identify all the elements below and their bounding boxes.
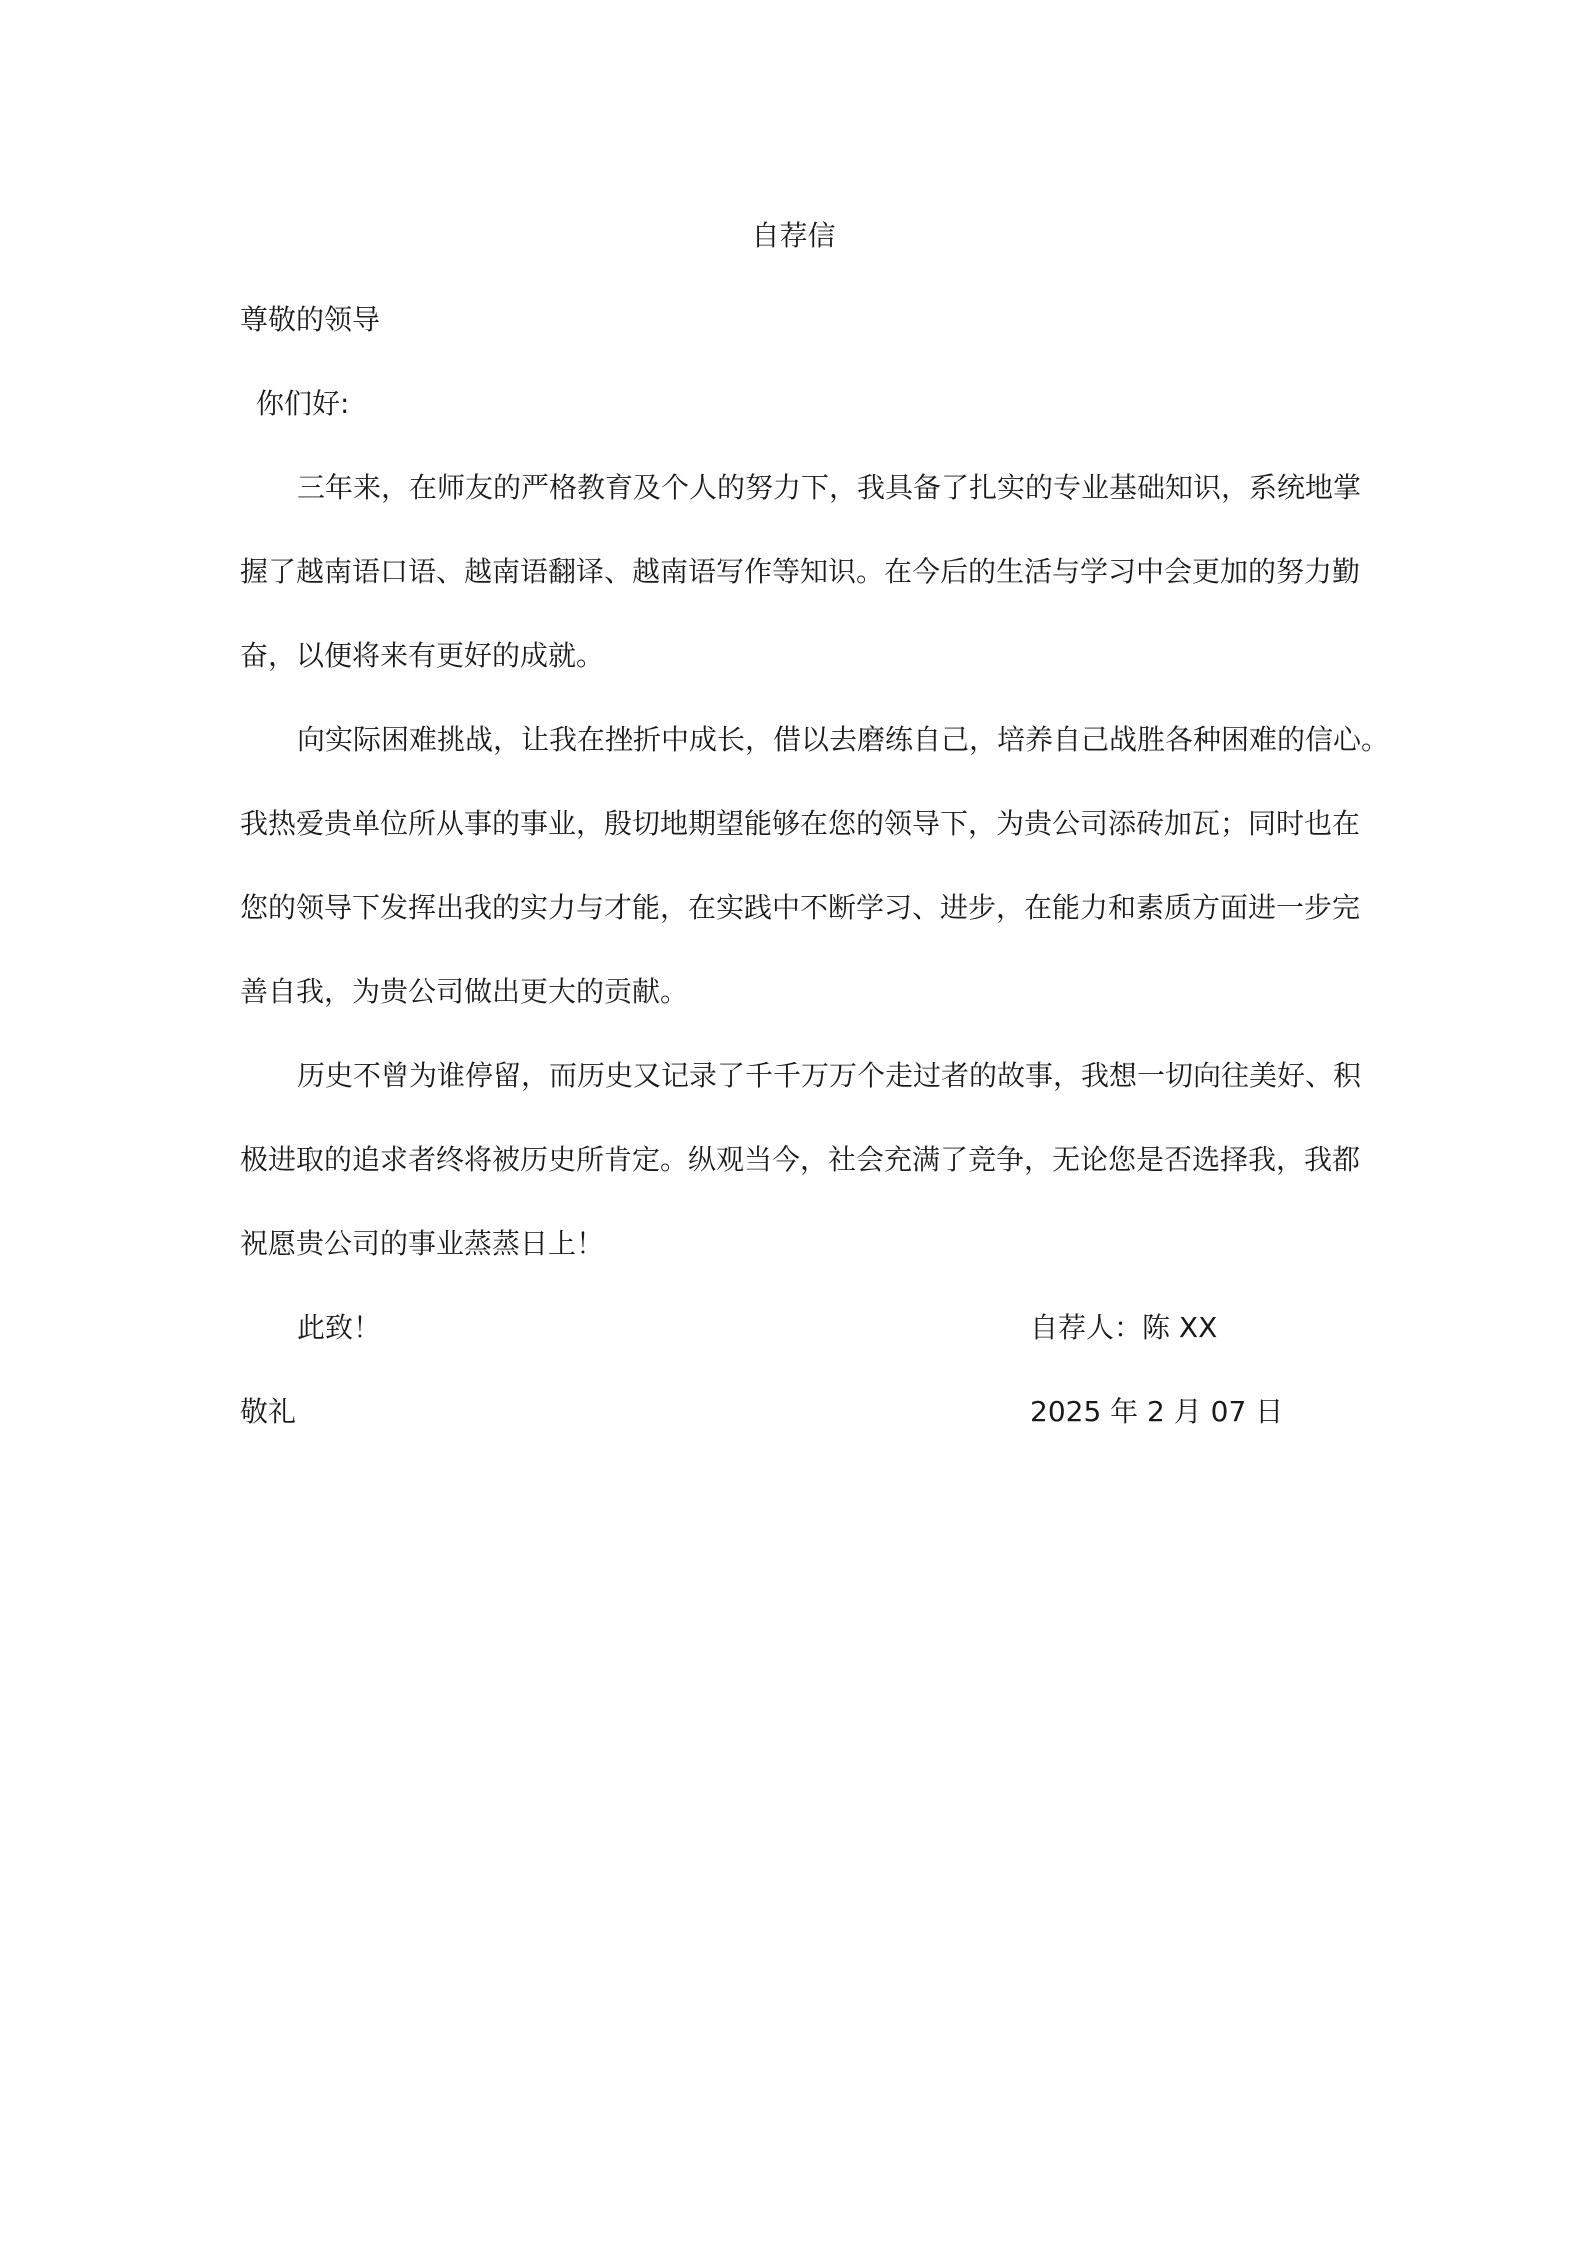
paragraph-line: 握了越南语口语、越南语翻译、越南语写作等知识。在今后的生活与学习中会更加的努力勤 [240, 555, 1361, 588]
letter-title: 自荐信 [751, 219, 836, 252]
paragraph-line: 祝愿贵公司的事业蒸蒸日上！ [240, 1227, 605, 1260]
paragraph-line: 您的领导下发挥出我的实力与才能，在实践中不断学习、进步，在能力和素质方面进一步完 [240, 891, 1361, 924]
letter-date: 2025 年 2 月 07 日 [1030, 1395, 1284, 1428]
paragraph-line: 三年来，在师友的严格教育及个人的努力下，我具备了扎实的专业基础知识，系统地掌 [297, 471, 1362, 504]
paragraph-line: 我热爱贵单位所从事的事业，殷切地期望能够在您的领导下，为贵公司添砖加瓦；同时也在 [240, 807, 1361, 840]
paragraph-line: 极进取的追求者终将被历史所肯定。纵观当今，社会充满了竞争，无论您是否选择我，我都 [240, 1143, 1361, 1176]
salutation: 尊敬的领导 [240, 303, 381, 336]
paragraph-line: 奋，以便将来有更好的成就。 [240, 639, 605, 672]
paragraph-line: 向实际困难挑战，让我在挫折中成长，借以去磨练自己，培养自己战胜各种困难的信心。 [297, 723, 1390, 756]
paragraph-line: 善自我，为贵公司做出更大的贡献。 [240, 975, 689, 1008]
signature: 自荐人：陈 XX [1030, 1311, 1218, 1344]
regards: 敬礼 [240, 1395, 297, 1428]
greeting: 你们好: [256, 387, 350, 420]
closing: 此致！ [297, 1311, 382, 1344]
paragraph-line: 历史不曾为谁停留，而历史又记录了千千万万个走过者的故事，我想一切向往美好、积 [297, 1059, 1362, 1092]
